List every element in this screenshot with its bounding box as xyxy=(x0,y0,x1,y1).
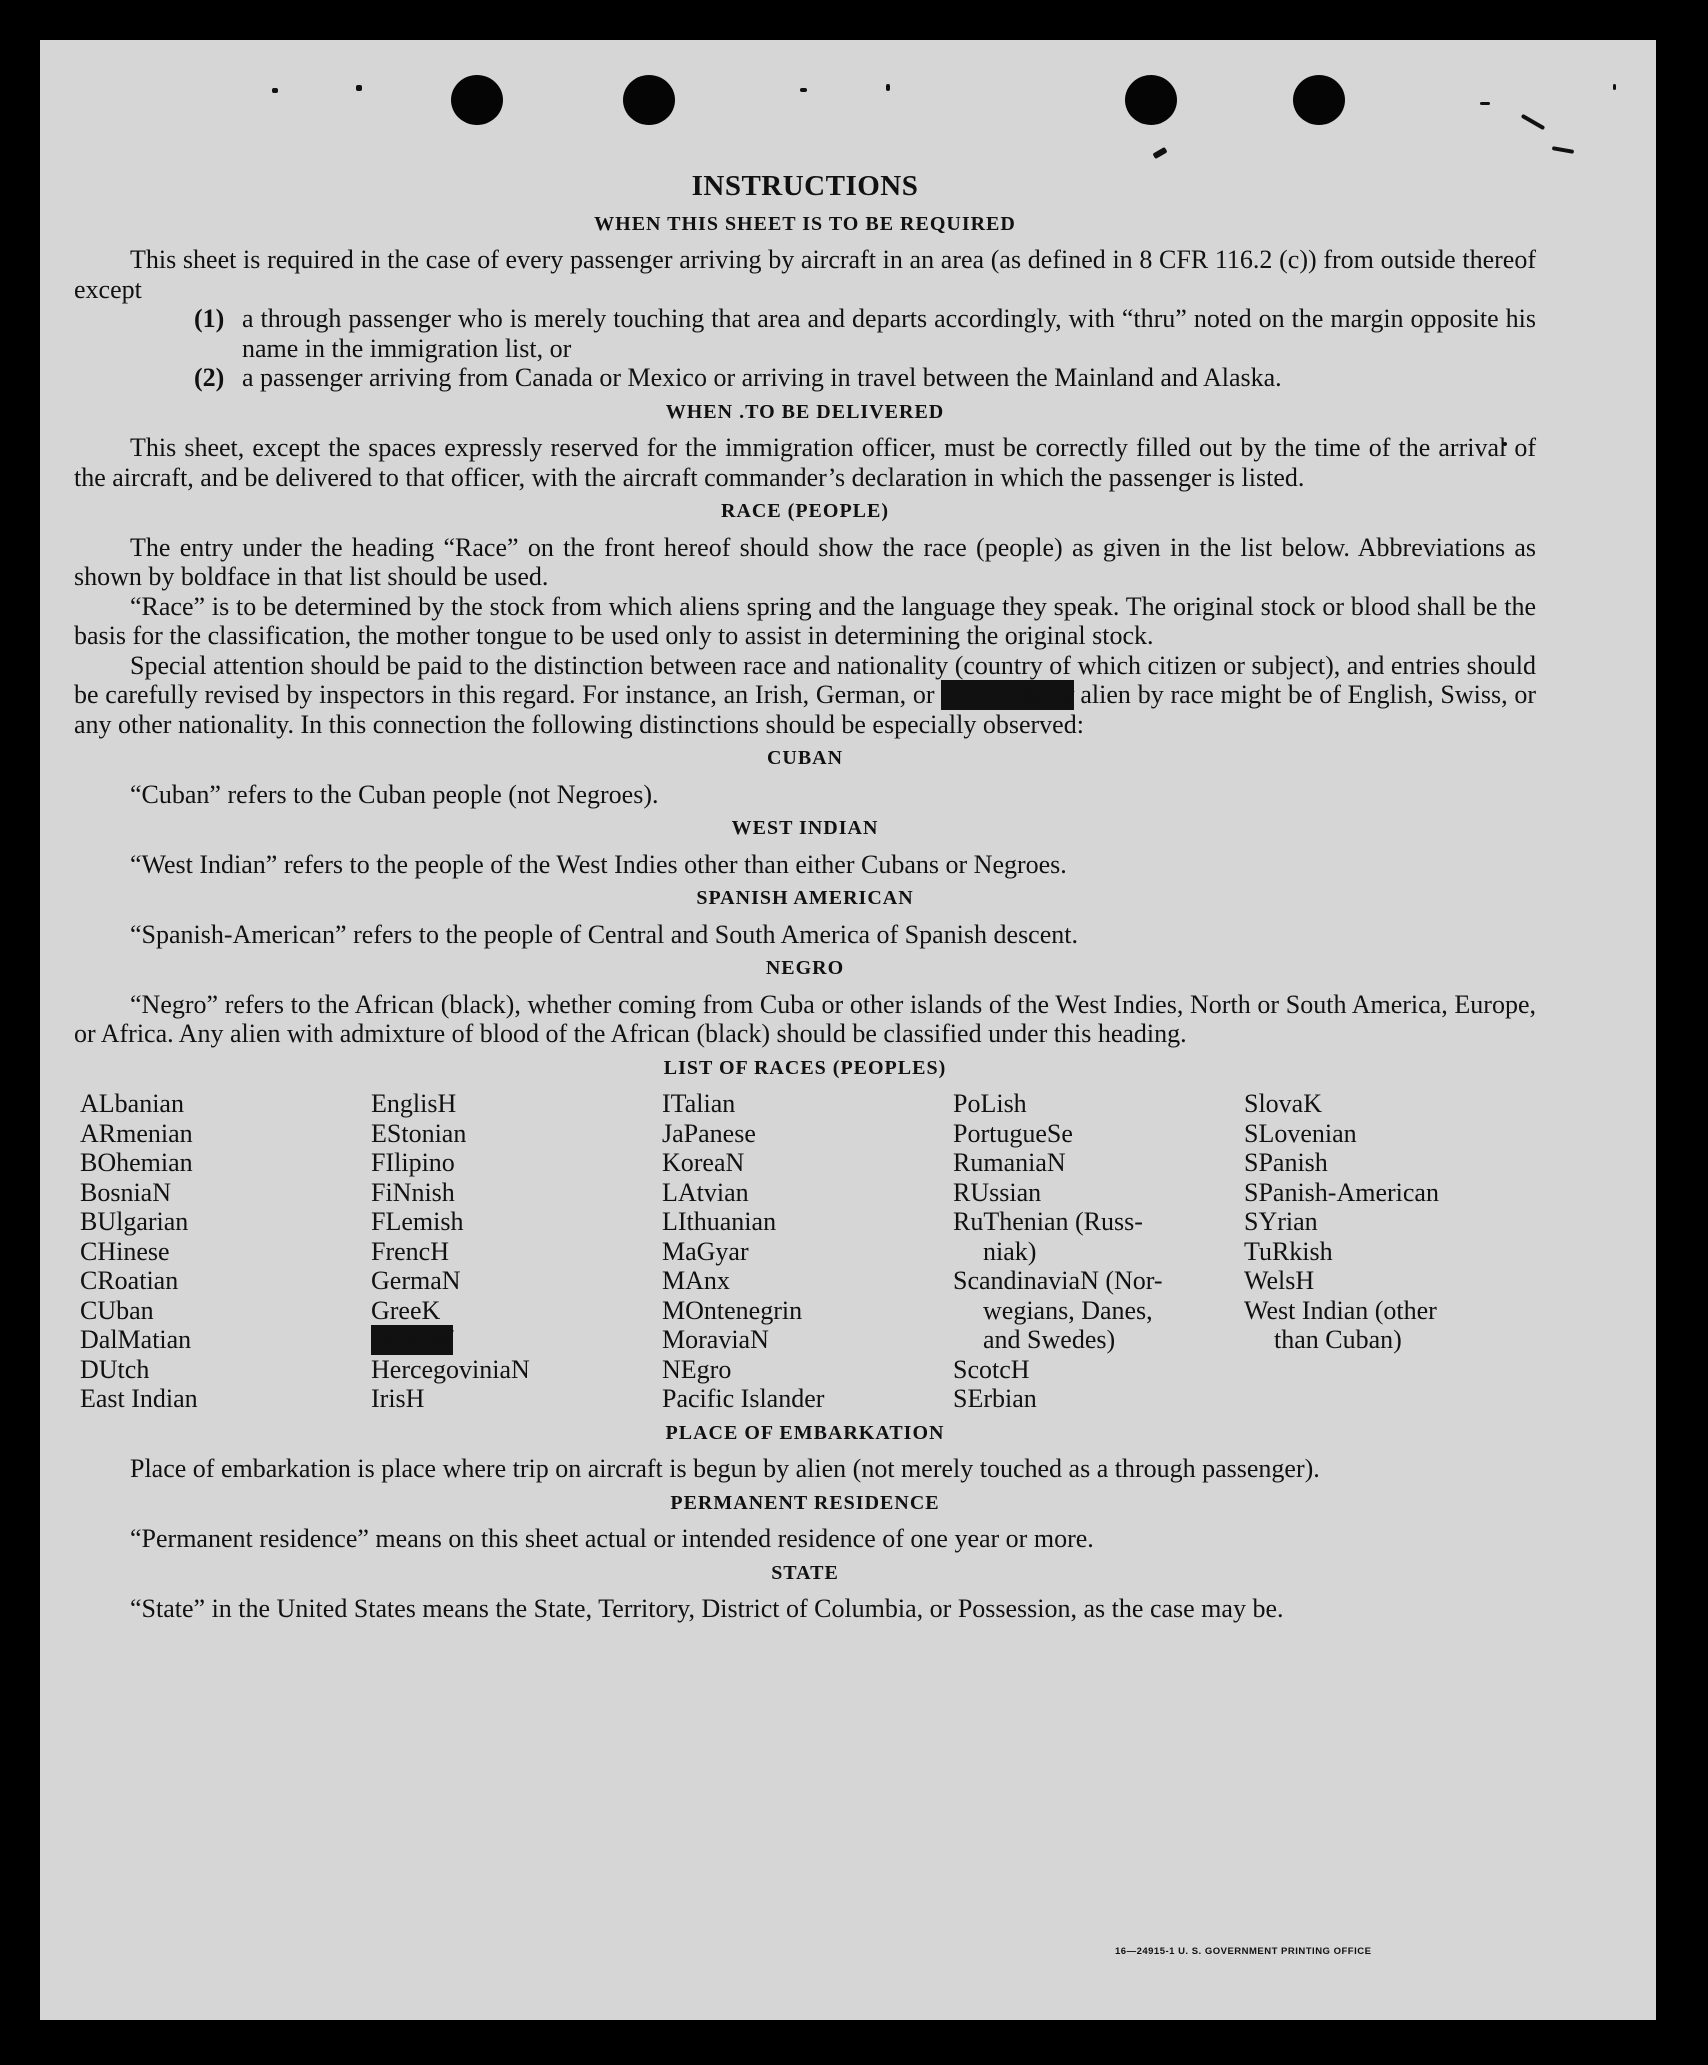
race-entry: SPanish-American xyxy=(1244,1177,1439,1207)
section-heading: WEST INDIAN xyxy=(731,817,879,839)
item-text: a through passenger who is merely touching that area and departs accordingly, with “thru” noted on the margin opposite his name in the immigration list, or xyxy=(242,304,1536,363)
instructions-content xyxy=(74,172,1536,1624)
speck xyxy=(356,85,362,91)
race-entry: CUban xyxy=(80,1295,154,1325)
section-heading: NEGRO xyxy=(765,957,845,979)
race-entry: CRoatian xyxy=(80,1266,179,1295)
race-entry: SErbian xyxy=(953,1384,1037,1413)
race-entry: WelsH xyxy=(1244,1266,1315,1295)
speck xyxy=(1152,147,1167,159)
section-heading: WHEN .TO BE DELIVERED xyxy=(665,400,945,423)
section-heading: PERMANENT RESIDENCE xyxy=(670,1491,940,1514)
list-item xyxy=(74,363,1536,393)
list-item xyxy=(74,304,1536,363)
race-entry-continued: wegians, Danes, xyxy=(983,1295,1153,1325)
item-number: (2) xyxy=(194,363,225,392)
race-entry: RUssian xyxy=(953,1177,1042,1207)
race-entry: EnglisH xyxy=(371,1089,457,1118)
race-entry: LAtvian xyxy=(662,1177,749,1207)
race-entry: FIlipino xyxy=(371,1148,455,1177)
speck xyxy=(800,88,807,92)
punch-hole xyxy=(1293,75,1345,125)
race-entry: BUlgarian xyxy=(80,1207,189,1236)
races-column xyxy=(953,1089,1244,1414)
race-entry: BOhemian xyxy=(80,1148,193,1177)
paragraph: Place of embarkation is place where trip on aircraft is begun by alien (not merely touched as a through passenger). xyxy=(130,1454,1320,1483)
race-entry: West Indian (other xyxy=(1244,1295,1437,1325)
race-entry: NEgro xyxy=(662,1354,732,1384)
race-entry: TuRkish xyxy=(1244,1236,1333,1266)
race-entry: JaPanese xyxy=(662,1118,756,1148)
race-entry-continued: niak) xyxy=(983,1236,1037,1266)
race-entry: SlovaK xyxy=(1244,1089,1322,1118)
punch-hole xyxy=(451,75,503,125)
paragraph: “Permanent residence” means on this sheet actual or intended residence of one year or more. xyxy=(130,1524,1094,1553)
paragraph: “Race” is to be determined by the stock from which aliens spring and the language they speak. The original stock or blood shall be the basis for the classification, the mother tongue to be used only to assist in determining the original stock. xyxy=(74,591,1536,650)
race-entry-continued: and Swedes) xyxy=(983,1325,1116,1354)
race-entry: DUtch xyxy=(80,1354,150,1384)
paragraph: “Negro” refers to the African (black), whether coming from Cuba or other islands of the West Indies, North or South America, Europe, or Africa. Any alien with admixture of blood of the African (black) should be classified under this heading. xyxy=(74,989,1536,1048)
item-number: (1) xyxy=(194,304,225,333)
races-column xyxy=(662,1089,953,1414)
races-list xyxy=(80,1089,1536,1414)
race-entry: MAnx xyxy=(662,1266,730,1295)
race-entry: IrisH xyxy=(371,1384,425,1413)
race-entry: KoreaN xyxy=(662,1148,745,1177)
race-entry: SYrian xyxy=(1244,1207,1318,1236)
race-entry: ARmenian xyxy=(80,1118,193,1148)
race-entry: CHinese xyxy=(80,1236,170,1266)
paragraph-part: Special attention should be paid to the distinction between race and nationality (country of which citizen or subject), and entries should be carefully revised by inspectors in this regard. For instance, an Irish, German, or xyxy=(74,650,1536,709)
race-entry: RumaniaN xyxy=(953,1148,1066,1177)
paragraph xyxy=(74,651,1536,740)
races-column xyxy=(371,1089,662,1414)
section-heading: CUBAN xyxy=(766,747,844,769)
race-entry: RuThenian (Russ- xyxy=(953,1207,1143,1236)
printer-footer: 16—24915-1 U. S. GOVERNMENT PRINTING OFFICE xyxy=(1115,1946,1372,1957)
item-text: a passenger arriving from Canada or Mexico or arriving in travel between the Mainland and Alaska. xyxy=(242,363,1282,392)
punch-hole xyxy=(623,75,675,125)
race-entry: ALbanian xyxy=(80,1089,184,1118)
race-entry: BosniaN xyxy=(80,1177,171,1207)
speck xyxy=(272,88,278,93)
section-heading: PLACE OF EMBARKATION xyxy=(665,1421,945,1444)
race-entry: Pacific Islander xyxy=(662,1384,825,1413)
redacted-word: Hebrew xyxy=(941,680,1073,710)
race-entry: PoLish xyxy=(953,1089,1027,1118)
paragraph-part: alien by race might be of English, Swiss, or any other nationality. In this connection the following distinctions should be especially observed: xyxy=(74,680,1537,739)
race-entry: SPanish xyxy=(1244,1148,1328,1177)
section-heading: WHEN THIS SHEET IS TO BE REQUIRED xyxy=(594,212,1016,235)
section-heading: SPANISH AMERICAN xyxy=(696,887,914,909)
paragraph: “Cuban” refers to the Cuban people (not Negroes). xyxy=(130,779,659,809)
paragraph: “West Indian” refers to the people of the West Indies other than either Cubans or Negroes. xyxy=(130,849,1067,879)
section-heading: RACE (PEOPLE) xyxy=(721,500,889,522)
race-entry: DalMatian xyxy=(80,1325,192,1354)
speck xyxy=(1613,84,1616,90)
race-entry: HercegoviniaN xyxy=(371,1354,530,1384)
page-title: INSTRUCTIONS xyxy=(691,170,919,202)
section-heading: LIST OF RACES (PEOPLES) xyxy=(663,1056,947,1079)
speck xyxy=(886,84,890,91)
speck xyxy=(1521,114,1546,130)
race-entry: East Indian xyxy=(80,1384,198,1413)
races-column xyxy=(1244,1089,1535,1414)
race-entry: MOntenegrin xyxy=(662,1295,803,1325)
paragraph: This sheet is required in the case of every passenger arriving by aircraft in an area (as defined in 8 CFR 116.2 (c)) from outside thereof except xyxy=(74,245,1536,304)
paragraph: This sheet, except the spaces expressly reserved for the immigration officer, must be correctly filled out by the time of the arrival of the aircraft, and be delivered to that officer, with the aircraft commander’s declaration in which the passenger is listed. xyxy=(74,433,1536,492)
paragraph: “State” in the United States means the State, Territory, District of Columbia, or Possession, as the case may be. xyxy=(130,1594,1284,1623)
punch-hole xyxy=(1125,75,1177,125)
race-entry: ScotcH xyxy=(953,1354,1030,1384)
speck xyxy=(1480,102,1490,105)
paragraph: The entry under the heading “Race” on the front hereof should show the race (people) as given in the list below. Abbreviations as shown by boldface in that list should be used. xyxy=(74,532,1536,591)
race-entry: SLovenian xyxy=(1244,1118,1357,1148)
race-entry: FrencH xyxy=(371,1236,449,1266)
race-entry: MoraviaN xyxy=(662,1325,769,1354)
race-entry: ScandinaviaN (Nor- xyxy=(953,1266,1163,1295)
race-entry: PortugueSe xyxy=(953,1118,1073,1148)
document-sheet xyxy=(40,40,1656,2020)
race-entry-redacted: HebreW xyxy=(371,1325,454,1354)
race-entry: GreeK xyxy=(371,1295,441,1325)
race-entry: LIthuanian xyxy=(662,1207,777,1236)
paragraph: “Spanish-American” refers to the people of Central and South America of Spanish descent. xyxy=(130,919,1078,949)
race-entry: FiNnish xyxy=(371,1177,455,1207)
race-entry-continued: than Cuban) xyxy=(1274,1325,1402,1354)
race-entry: FLemish xyxy=(371,1207,464,1236)
race-entry: GermaN xyxy=(371,1266,461,1295)
race-entry: MaGyar xyxy=(662,1236,749,1266)
races-column xyxy=(80,1089,371,1414)
race-entry: ITalian xyxy=(662,1089,736,1118)
section-heading: STATE xyxy=(771,1561,839,1584)
speck xyxy=(1552,146,1574,154)
race-entry: EStonian xyxy=(371,1118,467,1148)
